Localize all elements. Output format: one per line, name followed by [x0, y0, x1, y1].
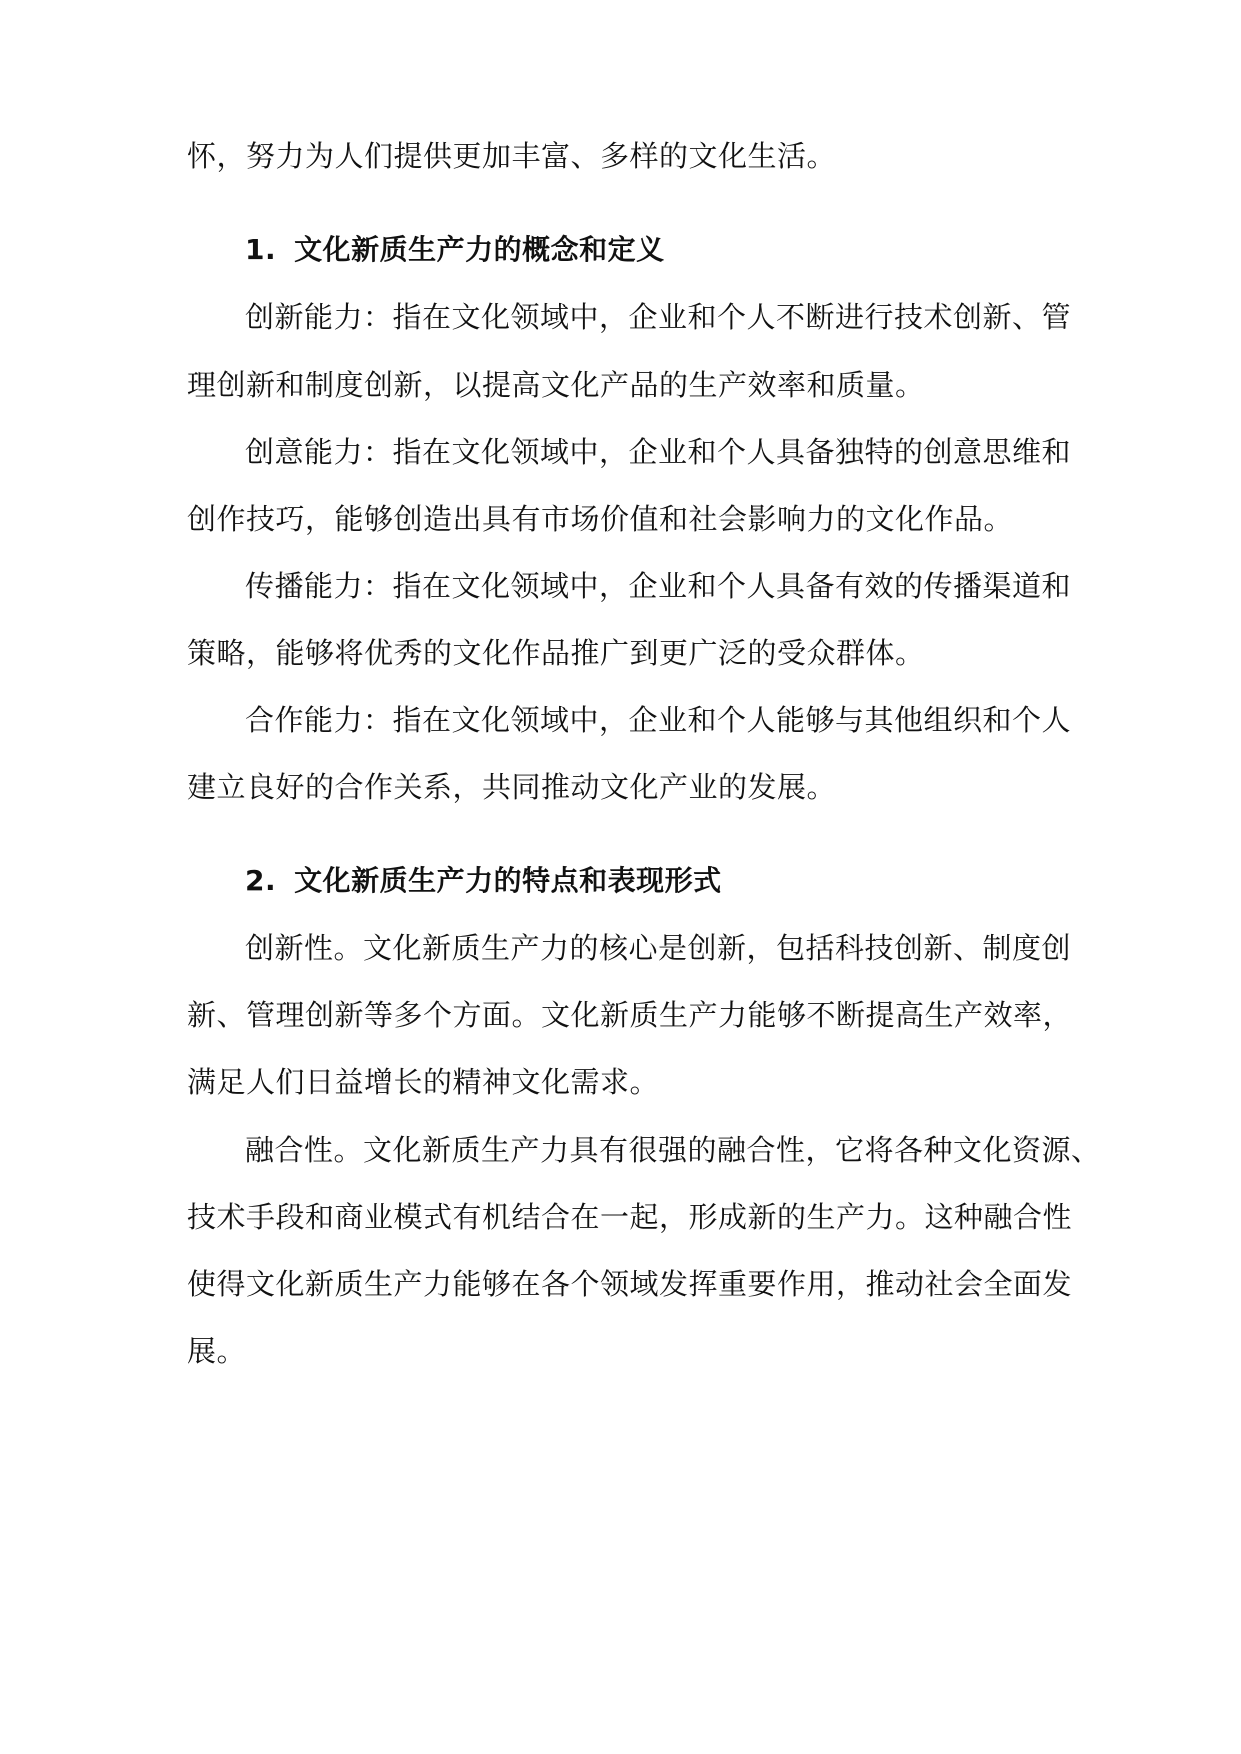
- paragraph-innovativeness-cont-2: 满足人们日益增长的精神文化需求。: [187, 1065, 660, 1099]
- paragraph-innovation-ability: 创新能力：指在文化领域中，企业和个人不断进行技术创新、管: [245, 300, 1072, 334]
- paragraph-communication-ability: 传播能力：指在文化领域中，企业和个人具备有效的传播渠道和: [245, 569, 1072, 603]
- paragraph-integration-cont-3: 展。: [187, 1334, 247, 1368]
- paragraph-cooperation-ability-cont: 建立良好的合作关系，共同推动文化产业的发展。: [187, 770, 837, 804]
- continuation-line: 怀，努力为人们提供更加丰富、多样的文化生活。: [187, 139, 837, 173]
- section-1-title: 文化新质生产力的概念和定义: [294, 233, 665, 266]
- paragraph-innovation-ability-cont: 理创新和制度创新，以提高文化产品的生产效率和质量。: [187, 368, 925, 402]
- paragraph-innovativeness: 创新性。文化新质生产力的核心是创新，包括科技创新、制度创: [245, 931, 1072, 965]
- paragraph-creative-ability: 创意能力：指在文化领域中，企业和个人具备独特的创意思维和: [245, 435, 1072, 469]
- paragraph-creative-ability-cont: 创作技巧，能够创造出具有市场价值和社会影响力的文化作品。: [187, 502, 1014, 536]
- paragraph-cooperation-ability: 合作能力：指在文化领域中，企业和个人能够与其他组织和个人: [245, 703, 1072, 737]
- section-1-heading: [245, 230, 665, 270]
- paragraph-innovativeness-cont-1: 新、管理创新等多个方面。文化新质生产力能够不断提高生产效率，: [187, 998, 1073, 1032]
- section-2-title: 文化新质生产力的特点和表现形式: [294, 864, 722, 897]
- paragraph-integration: 融合性。文化新质生产力具有很强的融合性，它将各种文化资源、: [245, 1133, 1101, 1167]
- section-1-number: 1.: [245, 233, 277, 266]
- paragraph-integration-cont-2: 使得文化新质生产力能够在各个领域发挥重要作用，推动社会全面发: [187, 1267, 1073, 1301]
- section-2-heading: [245, 861, 722, 901]
- section-2-number: 2.: [245, 864, 277, 897]
- paragraph-integration-cont-1: 技术手段和商业模式有机结合在一起，形成新的生产力。这种融合性: [187, 1200, 1073, 1234]
- paragraph-communication-ability-cont: 策略，能够将优秀的文化作品推广到更广泛的受众群体。: [187, 636, 925, 670]
